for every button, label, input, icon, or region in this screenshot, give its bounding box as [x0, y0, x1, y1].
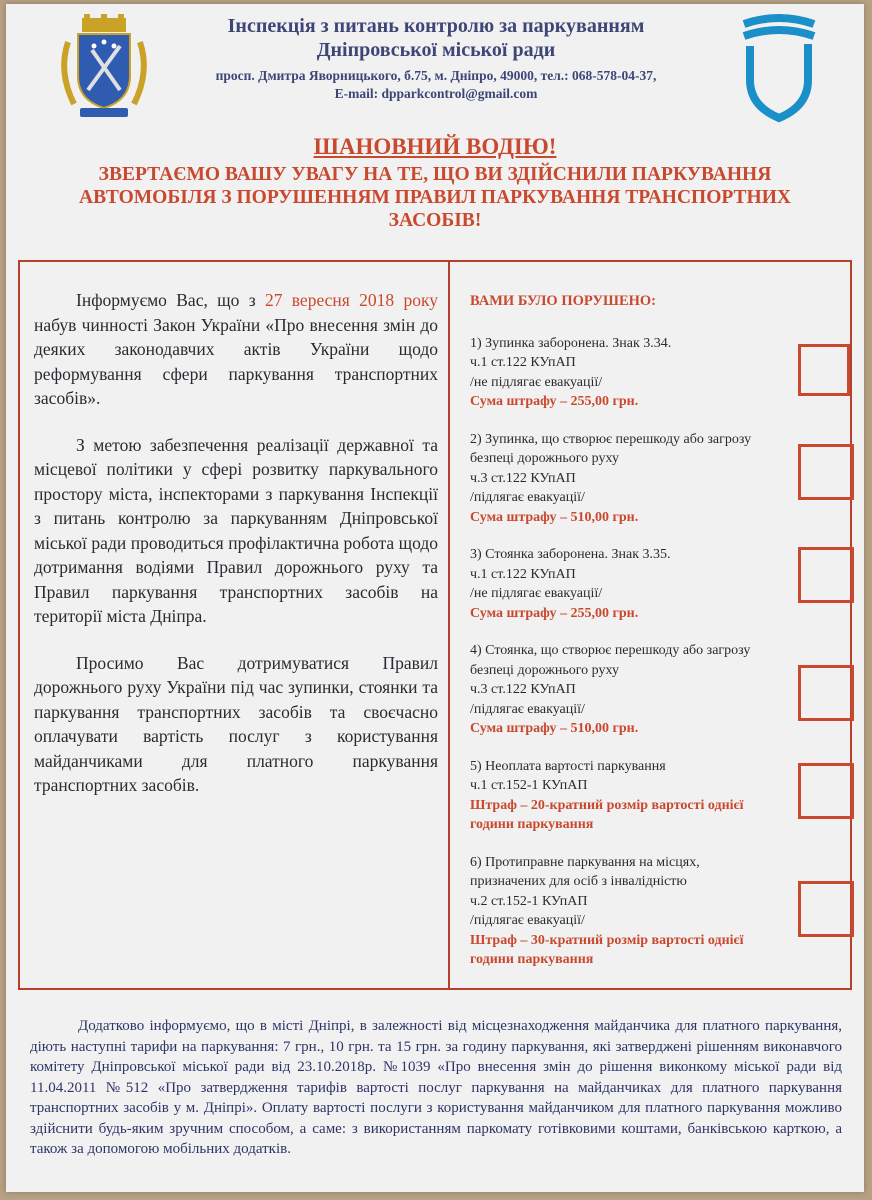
violation-evacuation: /підлягає евакуації/: [470, 913, 585, 928]
violation-article: ч.2 ст.152-1 КУпАП: [470, 893, 588, 909]
org-name-line1: Інспекція з питань контролю за паркуванням: [227, 15, 645, 37]
violation-text: 1) Зупинка заборонена. Знак 3.34.: [470, 335, 672, 351]
violation-evacuation: /підлягає евакуації/: [470, 490, 585, 505]
info-p1-rest: набув чинності Закон України «Про внесення змін до деяких законодавчих актів України щодо реформування сфери паркування транспортних засобів».: [34, 314, 438, 408]
violation-item-3: [470, 545, 770, 623]
info-paragraph-1: [34, 288, 438, 411]
violations-heading: ВАМИ БУЛО ПОРУШЕНО:: [470, 293, 657, 309]
flyer-sheet: [6, 4, 864, 1192]
violation-fine: Сума штрафу – 510,00 грн.: [470, 721, 639, 736]
violation-item-4: [470, 641, 770, 739]
violation-fine: Штраф – 30-кратний розмір вартості однієї години паркування: [470, 932, 744, 967]
main-frame: [18, 260, 852, 990]
info-column: [34, 288, 438, 820]
violations-column: [470, 292, 840, 988]
notice-subtitle: ЗВЕРТАЄМО ВАШУ УВАГУ НА ТЕ, ЩО ВИ ЗДІЙСНИЛИ ПАРКУВАННЯ АВТОМОБІЛЯ З ПОРУШЕННЯМ ПРАВИЛ ПАРКУВАННЯ ТРАНСПОРТНИХ ЗАСОБІВ!: [79, 164, 791, 231]
org-email: E-mail: dpparkcontrol@gmail.com: [334, 86, 538, 101]
violation-fine: Сума штрафу – 255,00 грн.: [470, 605, 639, 621]
inspection-logo-icon: [736, 14, 822, 126]
violation-fine: Сума штрафу – 510,00 грн.: [470, 509, 639, 525]
violation-item-1: [470, 334, 770, 412]
info-paragraph-3: Просимо Вас дотримуватися Правил дорожнього руху України під час зупинки, стоянки та паркування транспортних засобів та своєчасно оплачувати вартість послуг з користування майданчиками для платного паркування транспортних засобів.: [34, 652, 438, 795]
city-coat-of-arms-icon: [54, 12, 154, 124]
violation-article: ч.1 ст.122 КУпАП: [470, 566, 576, 582]
org-name-line2: Дніпровської міської ради: [316, 39, 556, 61]
violation-item-6: [470, 853, 770, 970]
violation-text: 3) Стоянка заборонена. Знак 3.35.: [470, 547, 671, 562]
tariff-info-paragraph: Додатково інформуємо, що в місті Дніпрі, в залежності від місцезнаходження майданчика для платного паркування, діють наступні тарифи на паркування: 7 грн., 10 грн. та 15 грн. за годину паркування, які затверджені рішенням виконавчого комітету Дніпровської міської ради від 23.10.2018р. №1039 «Про внесення змін до рішення виконкому міської ради від 11.04.2011 №512 «Про затвердження тарифів вартості послуг паркування на майданчиках для платного паркування транспортних засобів у м. Дніпрі». Оплату вартості послуги з користування майданчиком для платного паркування можливо здійснити будь-яким зручним способом, а саме: з використанням паркомату готівковими коштами, банківською карткою, а також за допомогою мобільних додатків.: [30, 1018, 842, 1157]
info-paragraph-2: З метою забезпечення реалізації державної та місцевої політики у сфері розвитку паркувального простору міста, інспекторами з паркування Інспекції з питань контролю за паркуванням Дніпровської міської ради проводиться профілактична робота щодо дотримання водіями Правил дорожнього руху та Правил паркування транспортних засобів на території міста Дніпра.: [34, 434, 438, 626]
violation-article: ч.3 ст.122 КУпАП: [470, 682, 576, 697]
header: [6, 4, 864, 116]
violation-evacuation: /не підлягає евакуації/: [470, 586, 603, 601]
info-p1-start: Інформуємо Вас, що з: [76, 290, 265, 310]
violation-article: ч.1 ст.122 КУпАП: [470, 355, 576, 370]
title-block: [26, 134, 844, 232]
violation-checkbox-2[interactable]: [798, 444, 854, 500]
column-divider: [448, 262, 450, 988]
violation-text: 5) Неоплата вартості паркування: [470, 758, 666, 774]
notice-title: ШАНОВНИЙ ВОДІЮ!: [313, 134, 557, 159]
violation-checkbox-6[interactable]: [798, 881, 854, 937]
violation-item-5: [470, 757, 770, 835]
violation-item-2: [470, 430, 770, 528]
violation-article: ч.1 ст.152-1 КУпАП: [470, 778, 588, 793]
violation-fine: Штраф – 20-кратний розмір вартості однієї години паркування: [470, 797, 744, 832]
law-date: 27 вересня 2018 року: [264, 290, 438, 310]
violation-evacuation: /підлягає евакуації/: [470, 701, 585, 717]
violation-text: 2) Зупинка, що створює перешкоду або загрозу безпеці дорожнього руху: [470, 431, 752, 466]
header-text: [156, 14, 716, 102]
violation-checkbox-1[interactable]: [798, 344, 850, 396]
violation-article: ч.3 ст.122 КУпАП: [470, 470, 576, 486]
violation-checkbox-5[interactable]: [798, 763, 854, 819]
violation-checkbox-4[interactable]: [798, 665, 854, 721]
violation-fine: Сума штрафу – 255,00 грн.: [470, 394, 639, 409]
violation-checkbox-3[interactable]: [798, 547, 854, 603]
violation-text: 6) Протиправне паркування на місцях, призначених для осіб з інвалідністю: [470, 854, 700, 889]
org-address: просп. Дмитра Яворницького, б.75, м. Дніпро, 49000, тел.: 068-578-04-37,: [215, 68, 657, 83]
violation-evacuation: /не підлягає евакуації/: [470, 374, 603, 390]
violation-text: 4) Стоянка, що створює перешкоду або загрозу безпеці дорожнього руху: [470, 643, 751, 678]
